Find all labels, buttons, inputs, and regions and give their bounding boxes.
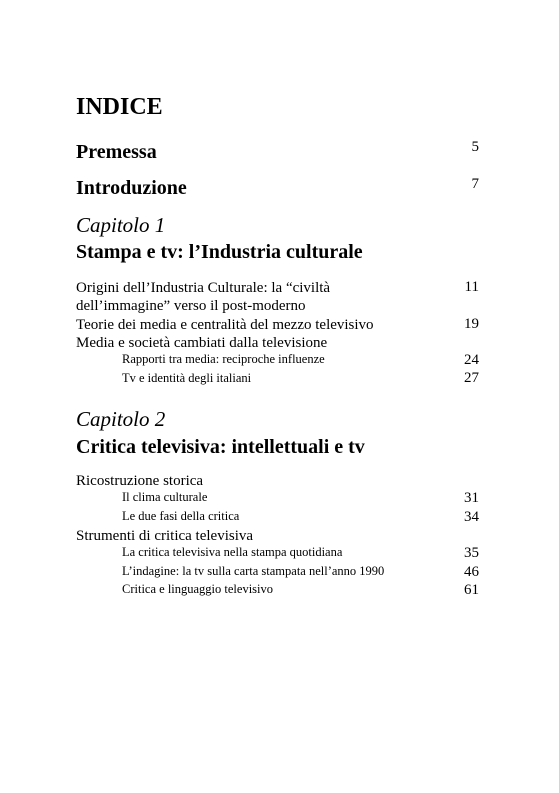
toc-entry: Origini dell’Industria Culturale: la “civiltà [76,280,331,296]
toc-subentry: Le due fasi della critica [122,509,240,523]
toc-subentry: Tv e identità degli italiani [122,371,252,385]
toc-entry: Strumenti di critica televisiva [76,528,254,544]
toc-premessa: Premessa [76,141,157,163]
chapter1-number: Capitolo 1 [76,213,166,237]
toc-subentry: Il clima culturale [122,490,208,504]
toc-entry-continued: dell’immagine” verso il post-moderno [76,298,306,314]
toc-entry-page: 19 [464,316,479,332]
toc-subentry: L’indagine: la tv sulla carta stampata nell’anno 1990 [122,564,385,578]
toc-introduzione: Introduzione [76,177,187,199]
toc-subentry-page: 27 [464,370,479,386]
chapter2-number: Capitolo 2 [76,407,166,431]
toc-entry: Ricostruzione storica [76,473,204,489]
toc-subentry-page: 46 [464,564,479,580]
toc-subentry-page: 61 [464,582,479,598]
toc-subentry-page: 31 [464,490,479,506]
toc-subentry-page: 35 [464,545,479,561]
page-title: INDICE [76,94,163,120]
toc-entry-page: 11 [464,279,479,295]
toc-premessa-page: 5 [471,139,479,155]
toc-entry: Media e società cambiati dalla televisione [76,335,328,351]
toc-subentry: Rapporti tra media: reciproche influenze [122,352,325,366]
toc-subentry-page: 24 [464,352,479,368]
chapter2-title: Critica televisiva: intellettuali e tv [76,436,365,458]
toc-subentry: Critica e linguaggio televisivo [122,582,274,596]
toc-subentry-page: 34 [464,509,479,525]
toc-introduzione-page: 7 [471,176,479,192]
toc-subentry: La critica televisiva nella stampa quotidiana [122,545,343,559]
chapter1-title: Stampa e tv: l’Industria culturale [76,241,363,263]
toc-entry: Teorie dei media e centralità del mezzo televisivo [76,317,374,333]
